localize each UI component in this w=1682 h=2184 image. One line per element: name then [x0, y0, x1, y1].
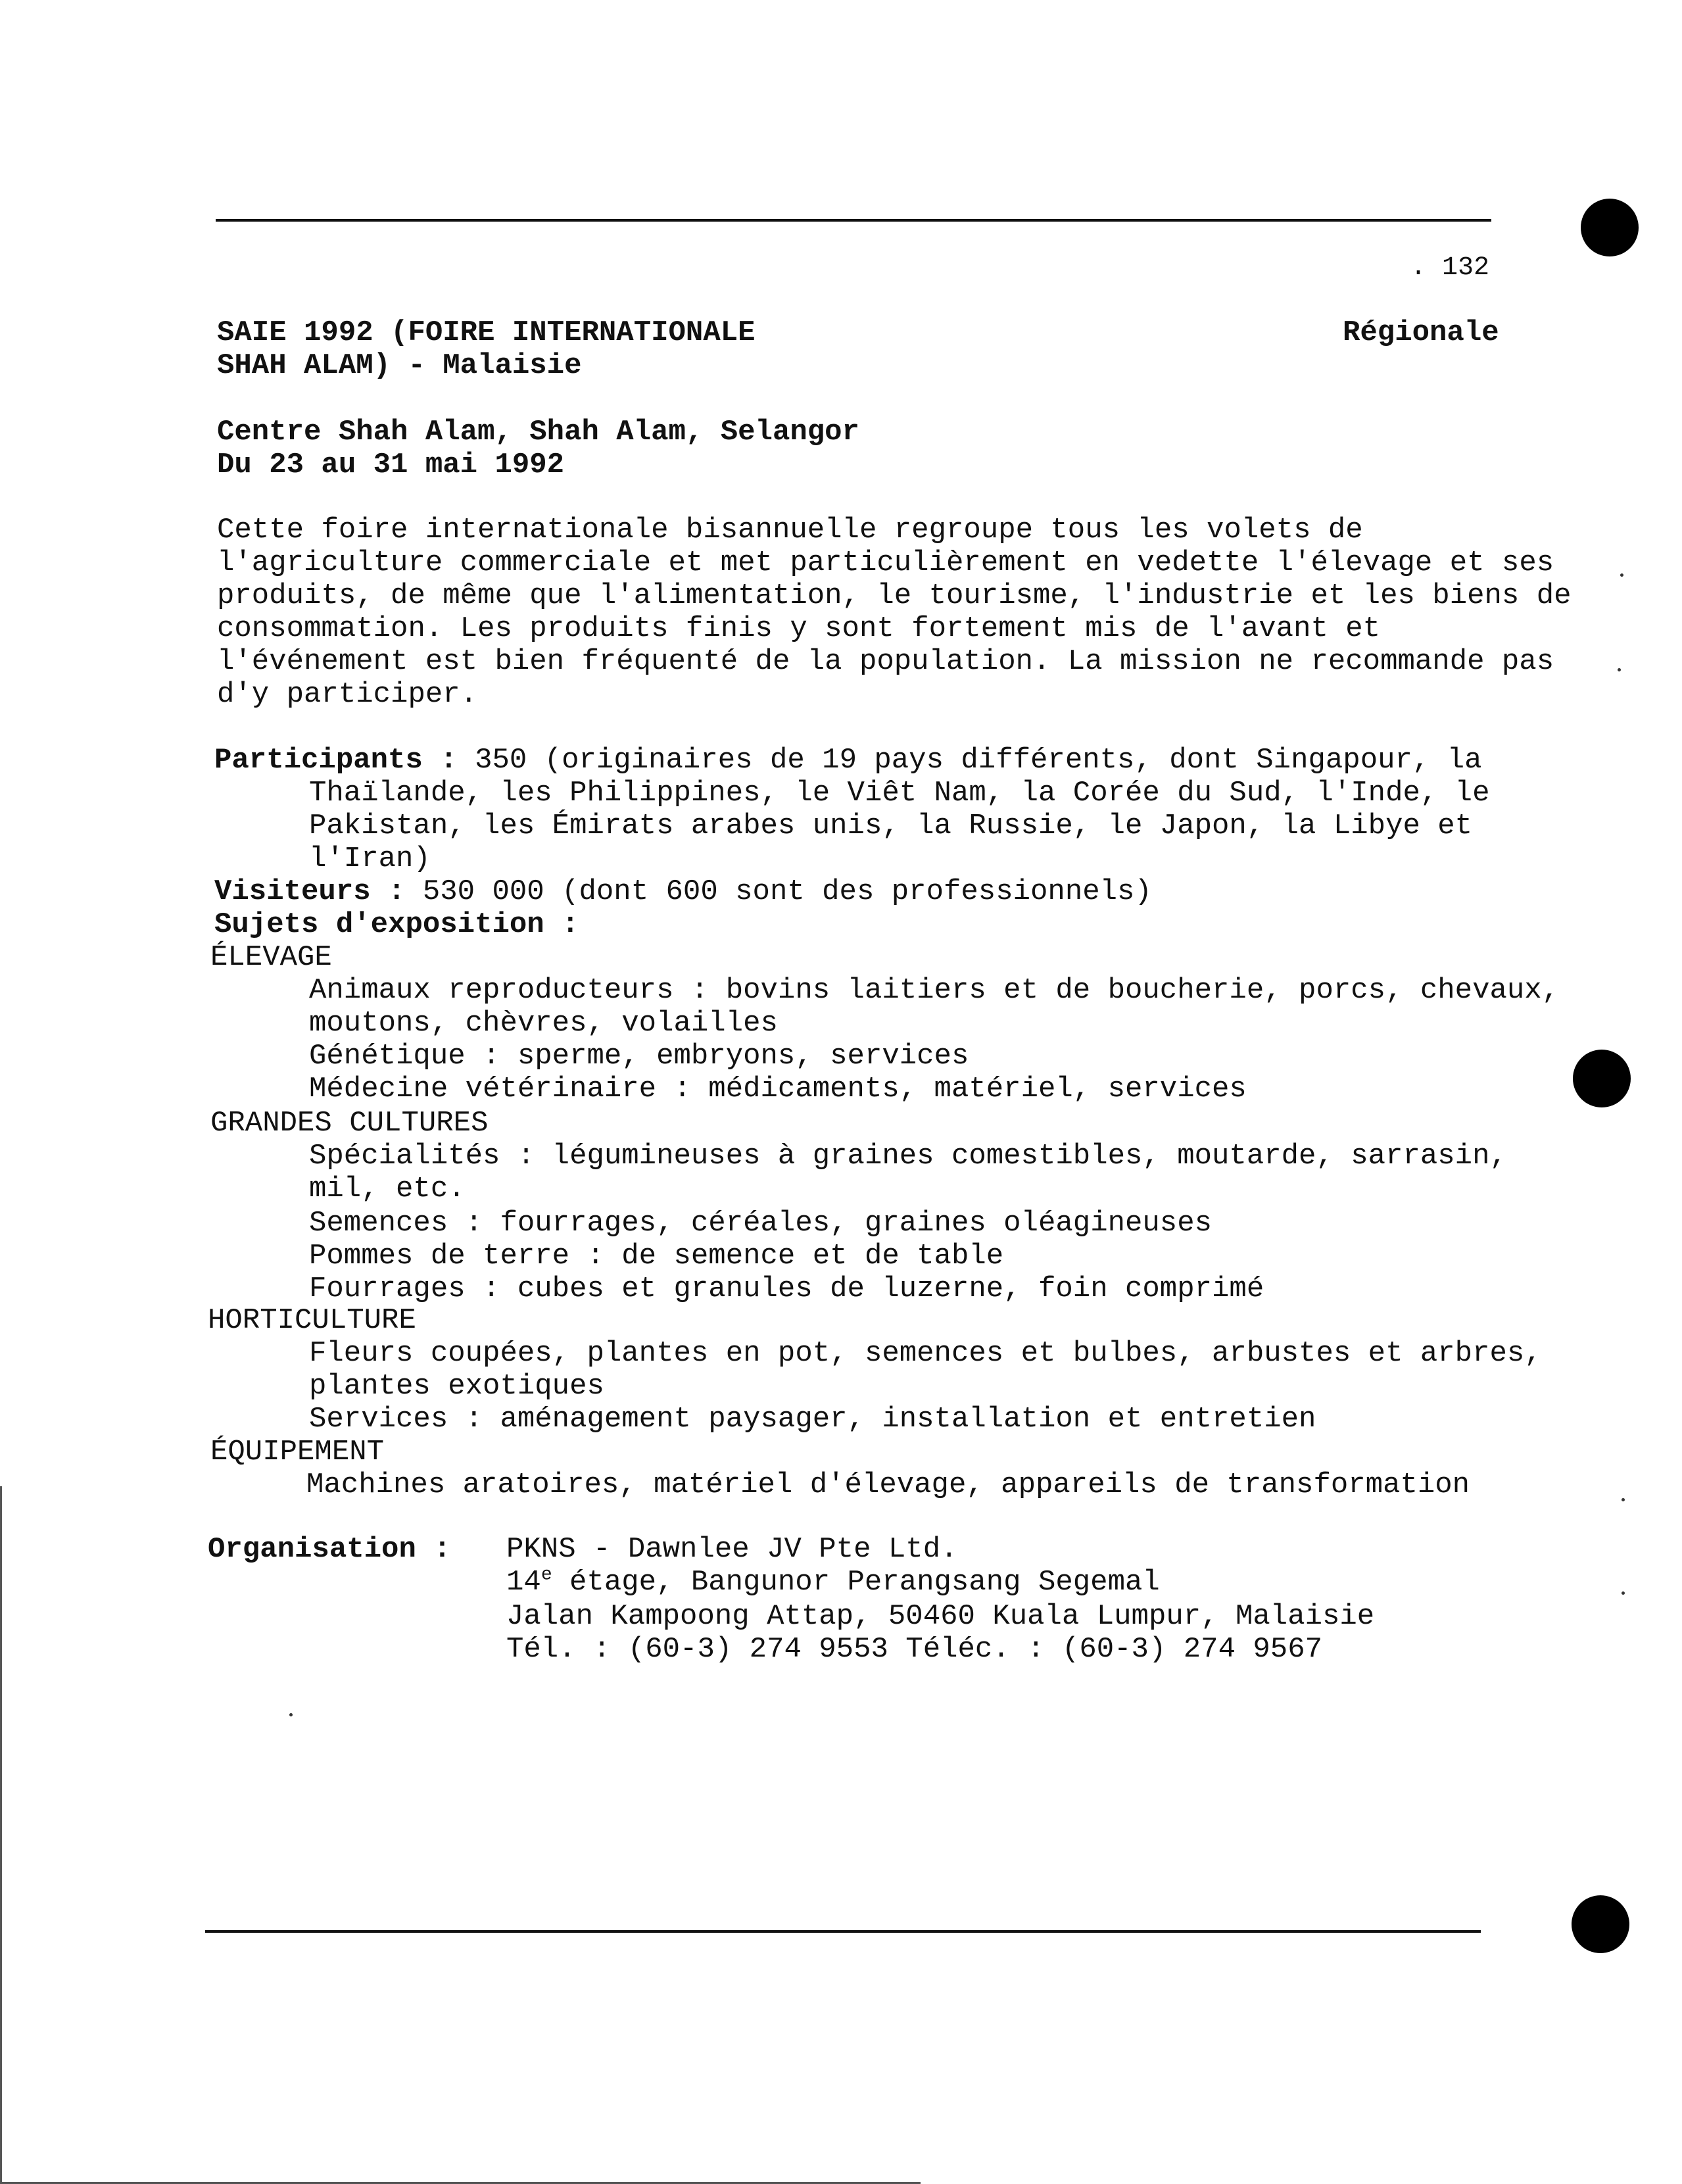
section-line: Pommes de terre : de semence et de table	[309, 1240, 1004, 1273]
visitors-line	[214, 875, 1152, 908]
description-line: Cette foire internationale bisannuelle regroupe tous les volets de	[217, 514, 1363, 546]
bottom-rule	[205, 1930, 1481, 1933]
event-location: Centre Shah Alam, Shah Alam, Selangor	[217, 416, 859, 449]
description-line: produits, de même que l'alimentation, le tourisme, l'industrie et les biens de	[217, 579, 1572, 612]
organisation-label: Organisation :	[208, 1533, 451, 1566]
section-line: mil, etc.	[309, 1173, 466, 1205]
top-rule	[216, 219, 1491, 222]
organisation-address: Jalan Kampoong Attap, 50460 Kuala Lumpur, Malaisie	[506, 1600, 1375, 1633]
visitors-label: Visiteurs :	[214, 875, 406, 908]
organisation-floor-rest: étage, Bangunor Perangsang Segemal	[552, 1566, 1160, 1599]
description-line: l'événement est bien fréquenté de la population. La mission ne recommande pas	[217, 645, 1554, 678]
event-category: Régionale	[1343, 316, 1499, 349]
section-heading: ÉQUIPEMENT	[210, 1436, 385, 1468]
scan-speck	[289, 1713, 293, 1716]
section-heading: ÉLEVAGE	[210, 941, 332, 974]
section-line: plantes exotiques	[309, 1370, 604, 1403]
section-line: Semences : fourrages, céréales, graines oléagineuses	[309, 1207, 1213, 1240]
scan-edge-left	[0, 1486, 2, 2184]
section-line: Médecine vétérinaire : médicaments, matériel, services	[309, 1073, 1247, 1105]
participants-line	[214, 744, 1482, 777]
organisation-floor	[506, 1566, 1160, 1599]
visitors-value: 530 000 (dont 600 sont des professionnels)	[405, 875, 1152, 908]
section-line: Fleurs coupées, plantes en pot, semences et bulbes, arbustes et arbres,	[309, 1337, 1542, 1370]
organisation-name: PKNS - Dawnlee JV Pte Ltd.	[506, 1533, 958, 1566]
description-line: l'agriculture commerciale et met particulièrement en vedette l'élevage et ses	[217, 546, 1554, 579]
description-line: consommation. Les produits finis y sont fortement mis de l'avant et	[217, 612, 1381, 645]
section-line: Fourrages : cubes et granules de luzerne, foin comprimé	[309, 1273, 1264, 1305]
event-dates: Du 23 au 31 mai 1992	[217, 449, 565, 481]
page-number: . 132	[1410, 253, 1490, 283]
scan-speck	[1618, 668, 1621, 671]
event-title-line2: SHAH ALAM) - Malaisie	[217, 349, 582, 382]
section-heading: HORTICULTURE	[208, 1304, 416, 1337]
section-heading: GRANDES CULTURES	[210, 1107, 489, 1140]
participants-value: 350 (originaires de 19 pays différents, dont Singapour, la	[457, 744, 1482, 777]
punch-hole-bottom	[1572, 1895, 1629, 1953]
participants-continuation: l'Iran)	[309, 842, 431, 875]
punch-hole-middle	[1573, 1050, 1631, 1107]
section-line: Animaux reproducteurs : bovins laitiers et de boucherie, porcs, chevaux,	[309, 974, 1560, 1007]
organisation-floor-number: 14	[506, 1566, 541, 1599]
scan-speck	[1622, 1498, 1625, 1501]
participants-continuation: Pakistan, les Émirats arabes unis, la Russie, le Japon, la Libye et	[309, 810, 1473, 842]
scan-speck	[1620, 573, 1623, 577]
event-title-line1: SAIE 1992 (FOIRE INTERNATIONALE	[217, 316, 756, 349]
participants-label: Participants :	[214, 744, 458, 777]
punch-hole-top	[1581, 199, 1639, 256]
subjects-label: Sujets d'exposition :	[214, 908, 579, 941]
section-line: Services : aménagement paysager, installation et entretien	[309, 1403, 1316, 1436]
section-line: Machines aratoires, matériel d'élevage, appareils de transformation	[306, 1468, 1470, 1501]
section-line: Spécialités : légumineuses à graines comestibles, moutarde, sarrasin,	[309, 1140, 1507, 1173]
organisation-floor-sup: e	[541, 1565, 552, 1586]
scan-speck	[1622, 1591, 1625, 1595]
description-line: d'y participer.	[217, 678, 478, 711]
section-line: Génétique : sperme, embryons, services	[309, 1040, 969, 1073]
organisation-phones: Tél. : (60-3) 274 9553 Téléc. : (60-3) 274 9567	[506, 1633, 1323, 1666]
section-line: moutons, chèvres, volailles	[309, 1007, 778, 1040]
participants-continuation: Thaïlande, les Philippines, le Viêt Nam, la Corée du Sud, l'Inde, le	[309, 777, 1490, 810]
